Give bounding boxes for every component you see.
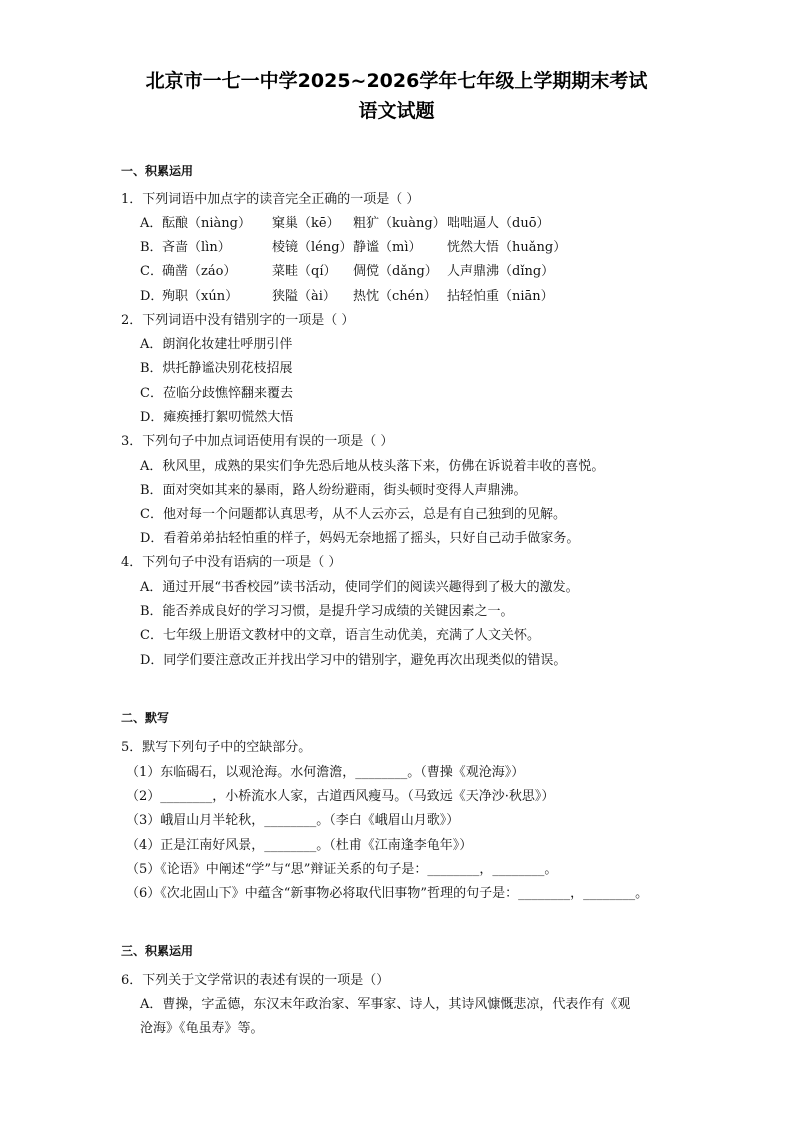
option-letter: B． xyxy=(140,240,163,255)
option-word: 吝啬（lìn） xyxy=(162,240,231,255)
question-3-stem: 3．下列句子中加点词语使用有误的一项是（ ） xyxy=(121,434,394,449)
question-1-option-b xyxy=(140,240,566,256)
question-6-option-a-line-2: 沧海》《龟虽寿》等。 xyxy=(140,1021,264,1036)
question-1-option-c xyxy=(140,264,554,280)
option-word: 拈轻怕重（niān） xyxy=(447,289,554,304)
option-word: 狭隘（ài） xyxy=(272,289,336,304)
question-6-stem: 6．下列关于文学常识的表述有误的一项是（） xyxy=(121,973,390,988)
option-word: 倜傥（dǎng） xyxy=(353,264,438,279)
option-word: 窠巢（kē） xyxy=(272,216,340,231)
section-heading-3: 三、积累运用 xyxy=(121,944,194,958)
question-5-item-5: （5）《论语》中阐述“学”与“思”辩证关系的句子是：________，________。 xyxy=(126,862,558,877)
question-5-item-2: （2）________，小桥流水人家，古道西风瘦马。（马致远《天净沙·秋思》） xyxy=(126,789,555,804)
option-word: 菜畦（qí） xyxy=(272,264,337,279)
question-1-option-d xyxy=(140,289,554,305)
section-heading-1: 一、积累运用 xyxy=(121,164,194,178)
exam-subtitle: 语文试题 xyxy=(358,100,435,122)
question-4-option-c: C．七年级上册语文教材中的文章，语言生动优美，充满了人文关怀。 xyxy=(140,628,540,643)
question-1-stem: 1．下列词语中加点字的读音完全正确的一项是（ ） xyxy=(121,192,420,207)
option-word: 恍然大悟（huǎng） xyxy=(447,240,567,255)
question-4-option-b: B．能否养成良好的学习习惯，是提升学习成绩的关键因素之一。 xyxy=(140,604,514,619)
question-5-item-4: （4）正是江南好风景，________。（杜甫《江南逢李龟年》） xyxy=(126,838,473,853)
question-2-option-a: A．朗润化妆建壮呼朋引伴 xyxy=(140,337,293,352)
option-word: 静谧（mì） xyxy=(353,240,422,255)
exam-title: 北京市一七一中学2025~2026学年七年级上学期期末考试 xyxy=(145,70,648,92)
question-1-option-a xyxy=(140,216,550,232)
question-5-item-6: （6）《次北固山下》中蕴含“新事物必将取代旧事物”哲理的句子是：________，________。 xyxy=(126,886,649,901)
option-word: 棱镜（léng） xyxy=(272,240,353,255)
question-2-option-b: B．烘托静谧决别花枝招展 xyxy=(140,361,293,376)
question-6-option-a-line-1: A．曹操，字孟德，东汉末年政治家、军事家、诗人，其诗风慷慨悲凉，代表作有《观 xyxy=(140,997,631,1012)
question-5-item-3: （3）峨眉山月半轮秋，________。（李白《峨眉山月歌》） xyxy=(126,813,460,828)
question-5-stem: 5．默写下列句子中的空缺部分。 xyxy=(121,740,312,755)
question-4-option-a: A．通过开展“书香校园”读书活动，使同学们的阅读兴趣得到了极大的激发。 xyxy=(140,580,579,595)
question-3-option-d: D．看着弟弟拈轻怕重的样子，妈妈无奈地摇了摇头，只好自己动手做家务。 xyxy=(140,531,580,546)
question-3-option-a: A．秋风里，成熟的果实们争先恐后地从枝头落下来，仿佛在诉说着丰收的喜悦。 xyxy=(140,459,605,474)
option-word: 殉职（xún） xyxy=(162,289,239,304)
question-3-option-b: B．面对突如其来的暴雨，路人纷纷避雨，街头顿时变得人声鼎沸。 xyxy=(140,483,527,498)
option-word: 咄咄逼人（duō） xyxy=(447,216,550,231)
question-2-option-c: C．莅临分歧憔悴翻来覆去 xyxy=(140,386,293,401)
option-letter: C． xyxy=(140,264,163,279)
option-letter: D． xyxy=(140,289,164,304)
option-letter: A． xyxy=(140,216,163,231)
question-3-option-c: C．他对每一个问题都认真思考，从不人云亦云，总是有自己独到的见解。 xyxy=(140,507,566,522)
question-2-option-d: D．瘫痪捶打絮叨慌然大悟 xyxy=(140,410,294,425)
question-4-option-d: D．同学们要注意改正并找出学习中的错别字，避免再次出现类似的错误。 xyxy=(140,653,567,668)
option-word: 确凿（záo） xyxy=(162,264,237,279)
question-4-stem: 4．下列句子中没有语病的一项是（ ） xyxy=(121,555,342,570)
question-2-stem: 2．下列词语中没有错别字的一项是（ ） xyxy=(121,313,355,328)
option-word: 粗犷（kuàng） xyxy=(353,216,446,231)
option-word: 人声鼎沸（dǐng） xyxy=(447,264,555,279)
option-word: 酝酿（niàng） xyxy=(162,216,251,231)
question-5-item-1: （1）东临碣石，以观沧海。水何澹澹，________。（曹操《观沧海》） xyxy=(126,765,525,780)
option-word: 热忱（chén） xyxy=(353,289,437,304)
section-heading-2: 二、默写 xyxy=(121,711,170,725)
